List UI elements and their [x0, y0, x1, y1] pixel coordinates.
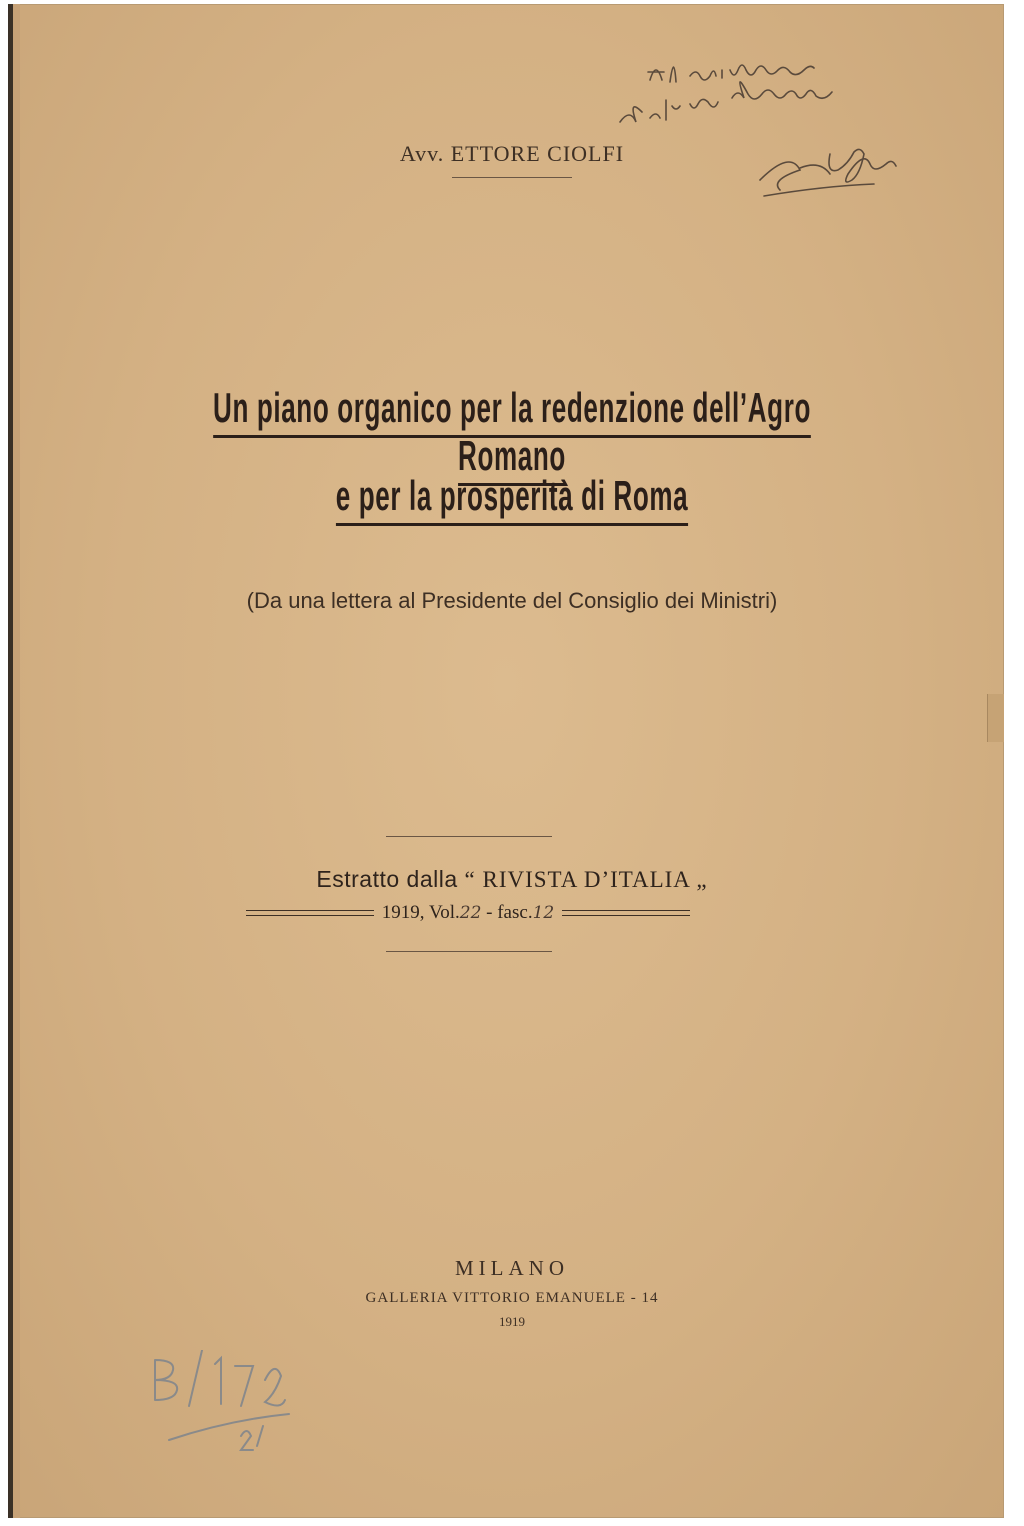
title-line-1-text: Un piano organico per la redenzione dell’Agro Romano: [213, 384, 811, 486]
issue-line: [246, 900, 690, 926]
subtitle: (Da una lettera al Presidente del Consiglio dei Ministri): [246, 588, 778, 613]
author-text: Avv. ETTORE CIOLFI: [399, 141, 625, 166]
title-line-2-text: e per la prosperità di Roma: [336, 472, 688, 526]
issue-text: [374, 902, 562, 924]
double-rule-right: [562, 910, 690, 916]
divider-bottom: [386, 951, 552, 952]
title-line-2: [195, 472, 830, 520]
journal-name: “ RIVISTA D’ITALIA „: [464, 867, 708, 892]
author-name: [0, 141, 1024, 178]
publication-year: 1919: [499, 1314, 525, 1329]
publisher-city: MILANO: [455, 1256, 569, 1280]
handwritten-inscription: [610, 40, 970, 210]
handwritten-fascicle: 12: [532, 903, 555, 923]
extract-line: [0, 866, 1024, 893]
publisher-address: GALLERIA VITTORIO EMANUELE - 14: [365, 1290, 659, 1306]
double-rule-left: [246, 910, 374, 916]
page-tab: [987, 694, 1004, 742]
title-line-1: [195, 384, 830, 480]
issue-year-vol: 1919, Vol.: [381, 902, 460, 923]
extract-prefix: Estratto dalla: [316, 866, 458, 892]
pencil-shelfmark: [145, 1350, 325, 1460]
author-rule: [452, 177, 572, 178]
issue-fasc-label: - fasc.: [481, 902, 533, 923]
handwritten-volume: 22: [459, 903, 482, 923]
divider-top: [386, 836, 552, 837]
